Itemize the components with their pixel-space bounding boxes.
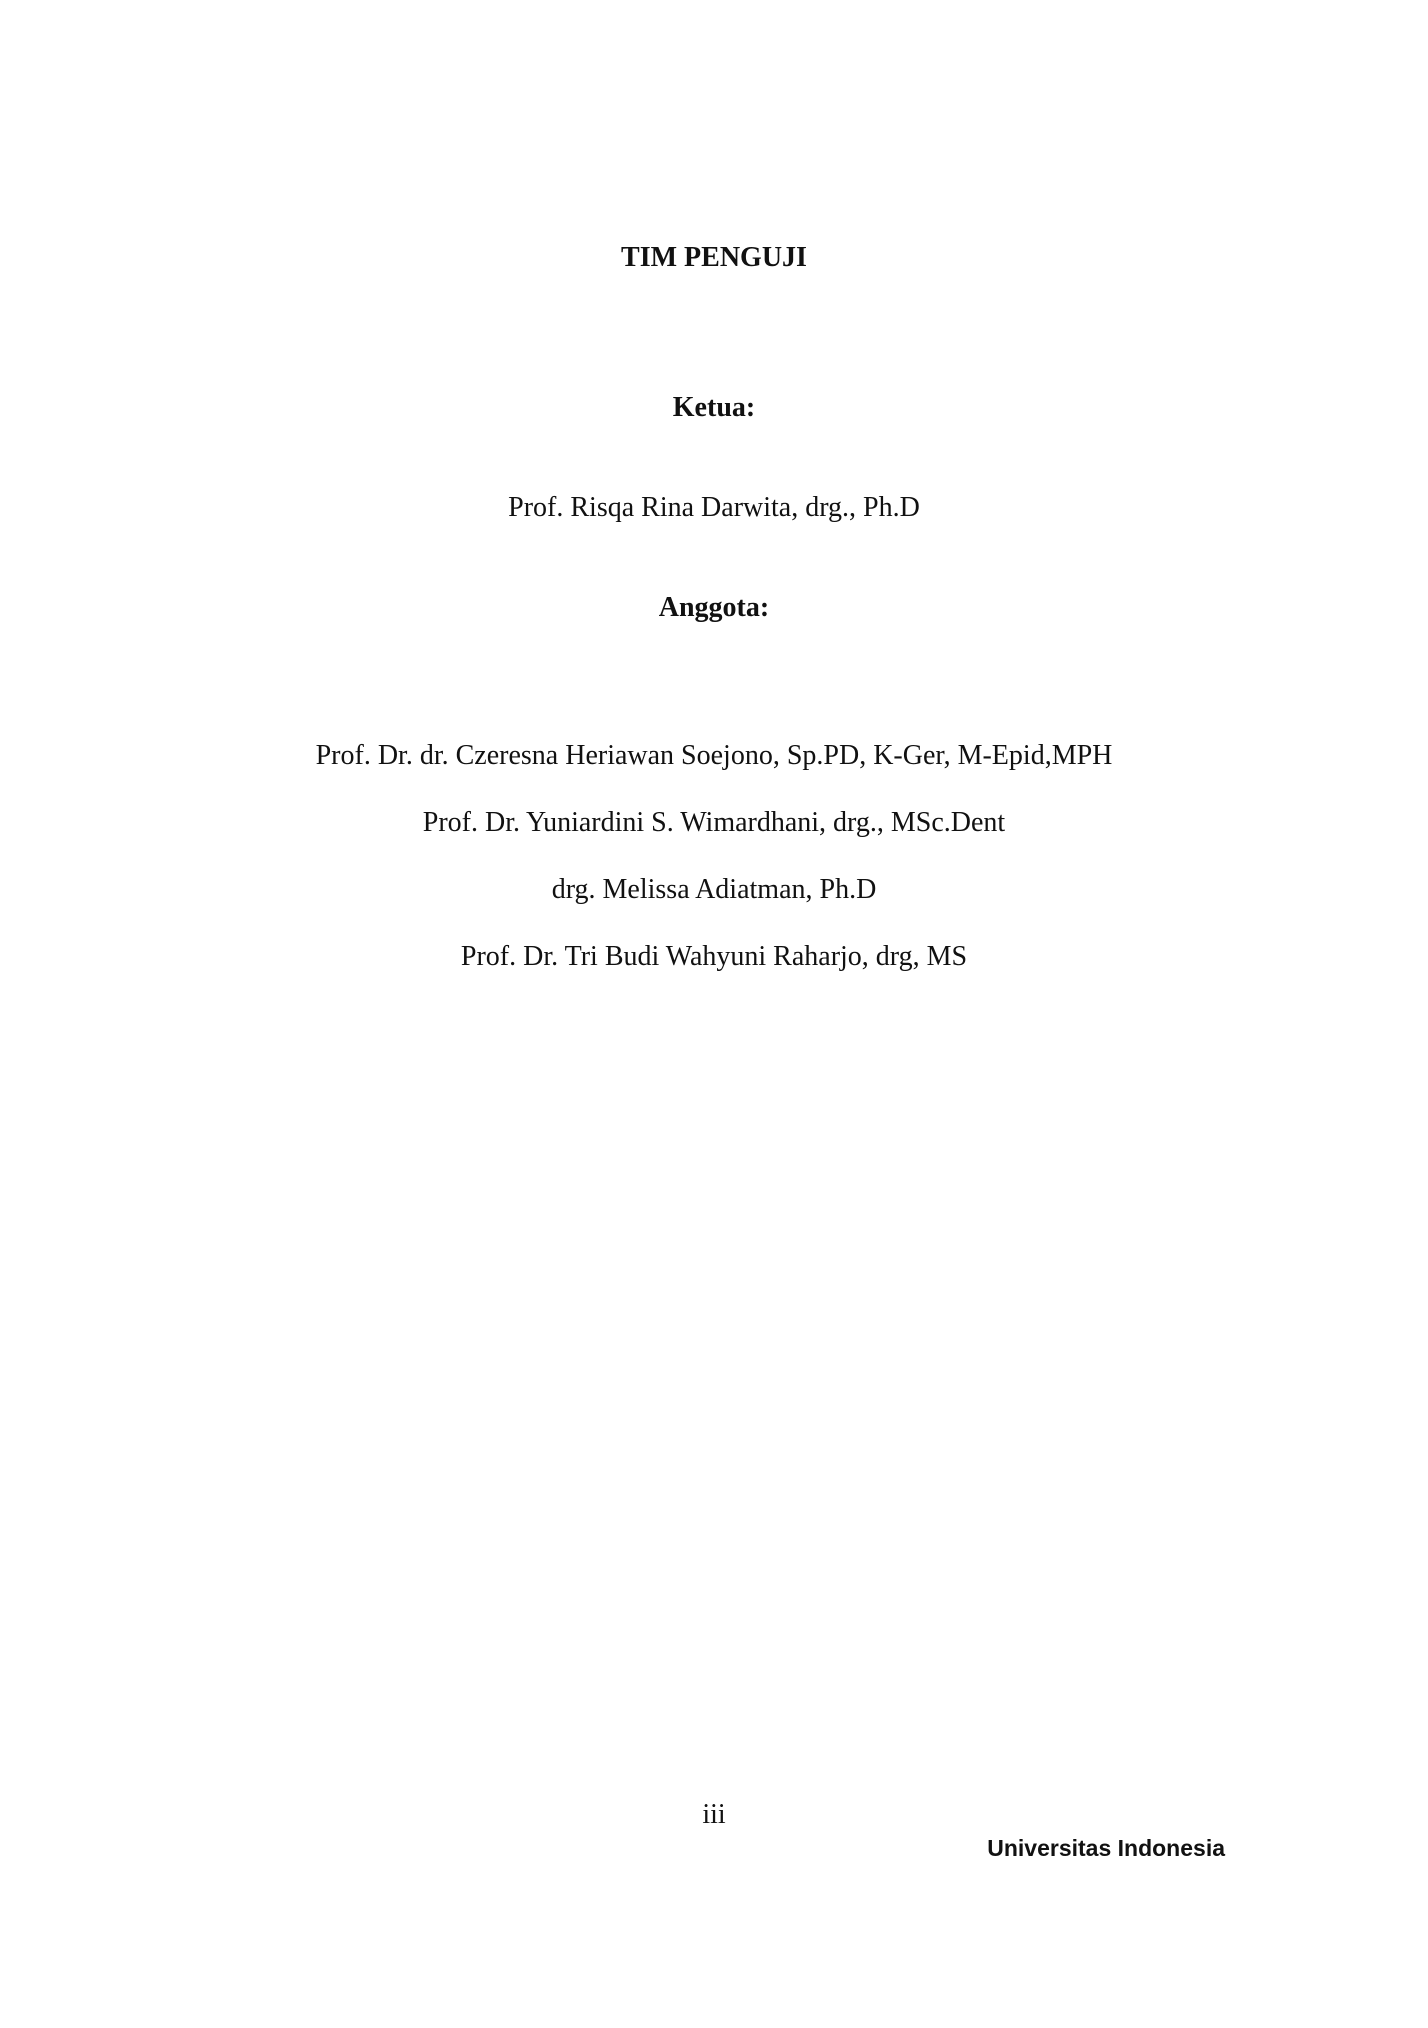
chair-name: Prof. Risqa Rina Darwita, drg., Ph.D (508, 492, 920, 523)
members-heading: Anggota: (658, 592, 770, 623)
member-name: Prof. Dr. Yuniardini S. Wimardhani, drg., MSc.Dent (422, 807, 1006, 838)
page-number: iii (702, 1799, 726, 1830)
member-list (0, 738, 1428, 1006)
member-name: Prof. Dr. Tri Budi Wahyuni Raharjo, drg, MS (460, 941, 968, 972)
member-name: Prof. Dr. dr. Czeresna Heriawan Soejono, Sp.PD, K-Ger, M-Epid,MPH (315, 740, 1113, 771)
chair-heading: Ketua: (672, 392, 756, 423)
page-title: TIM PENGUJI (621, 242, 807, 273)
member-name: drg. Melissa Adiatman, Ph.D (551, 874, 877, 905)
footer-university: Universitas Indonesia (987, 1835, 1225, 1861)
